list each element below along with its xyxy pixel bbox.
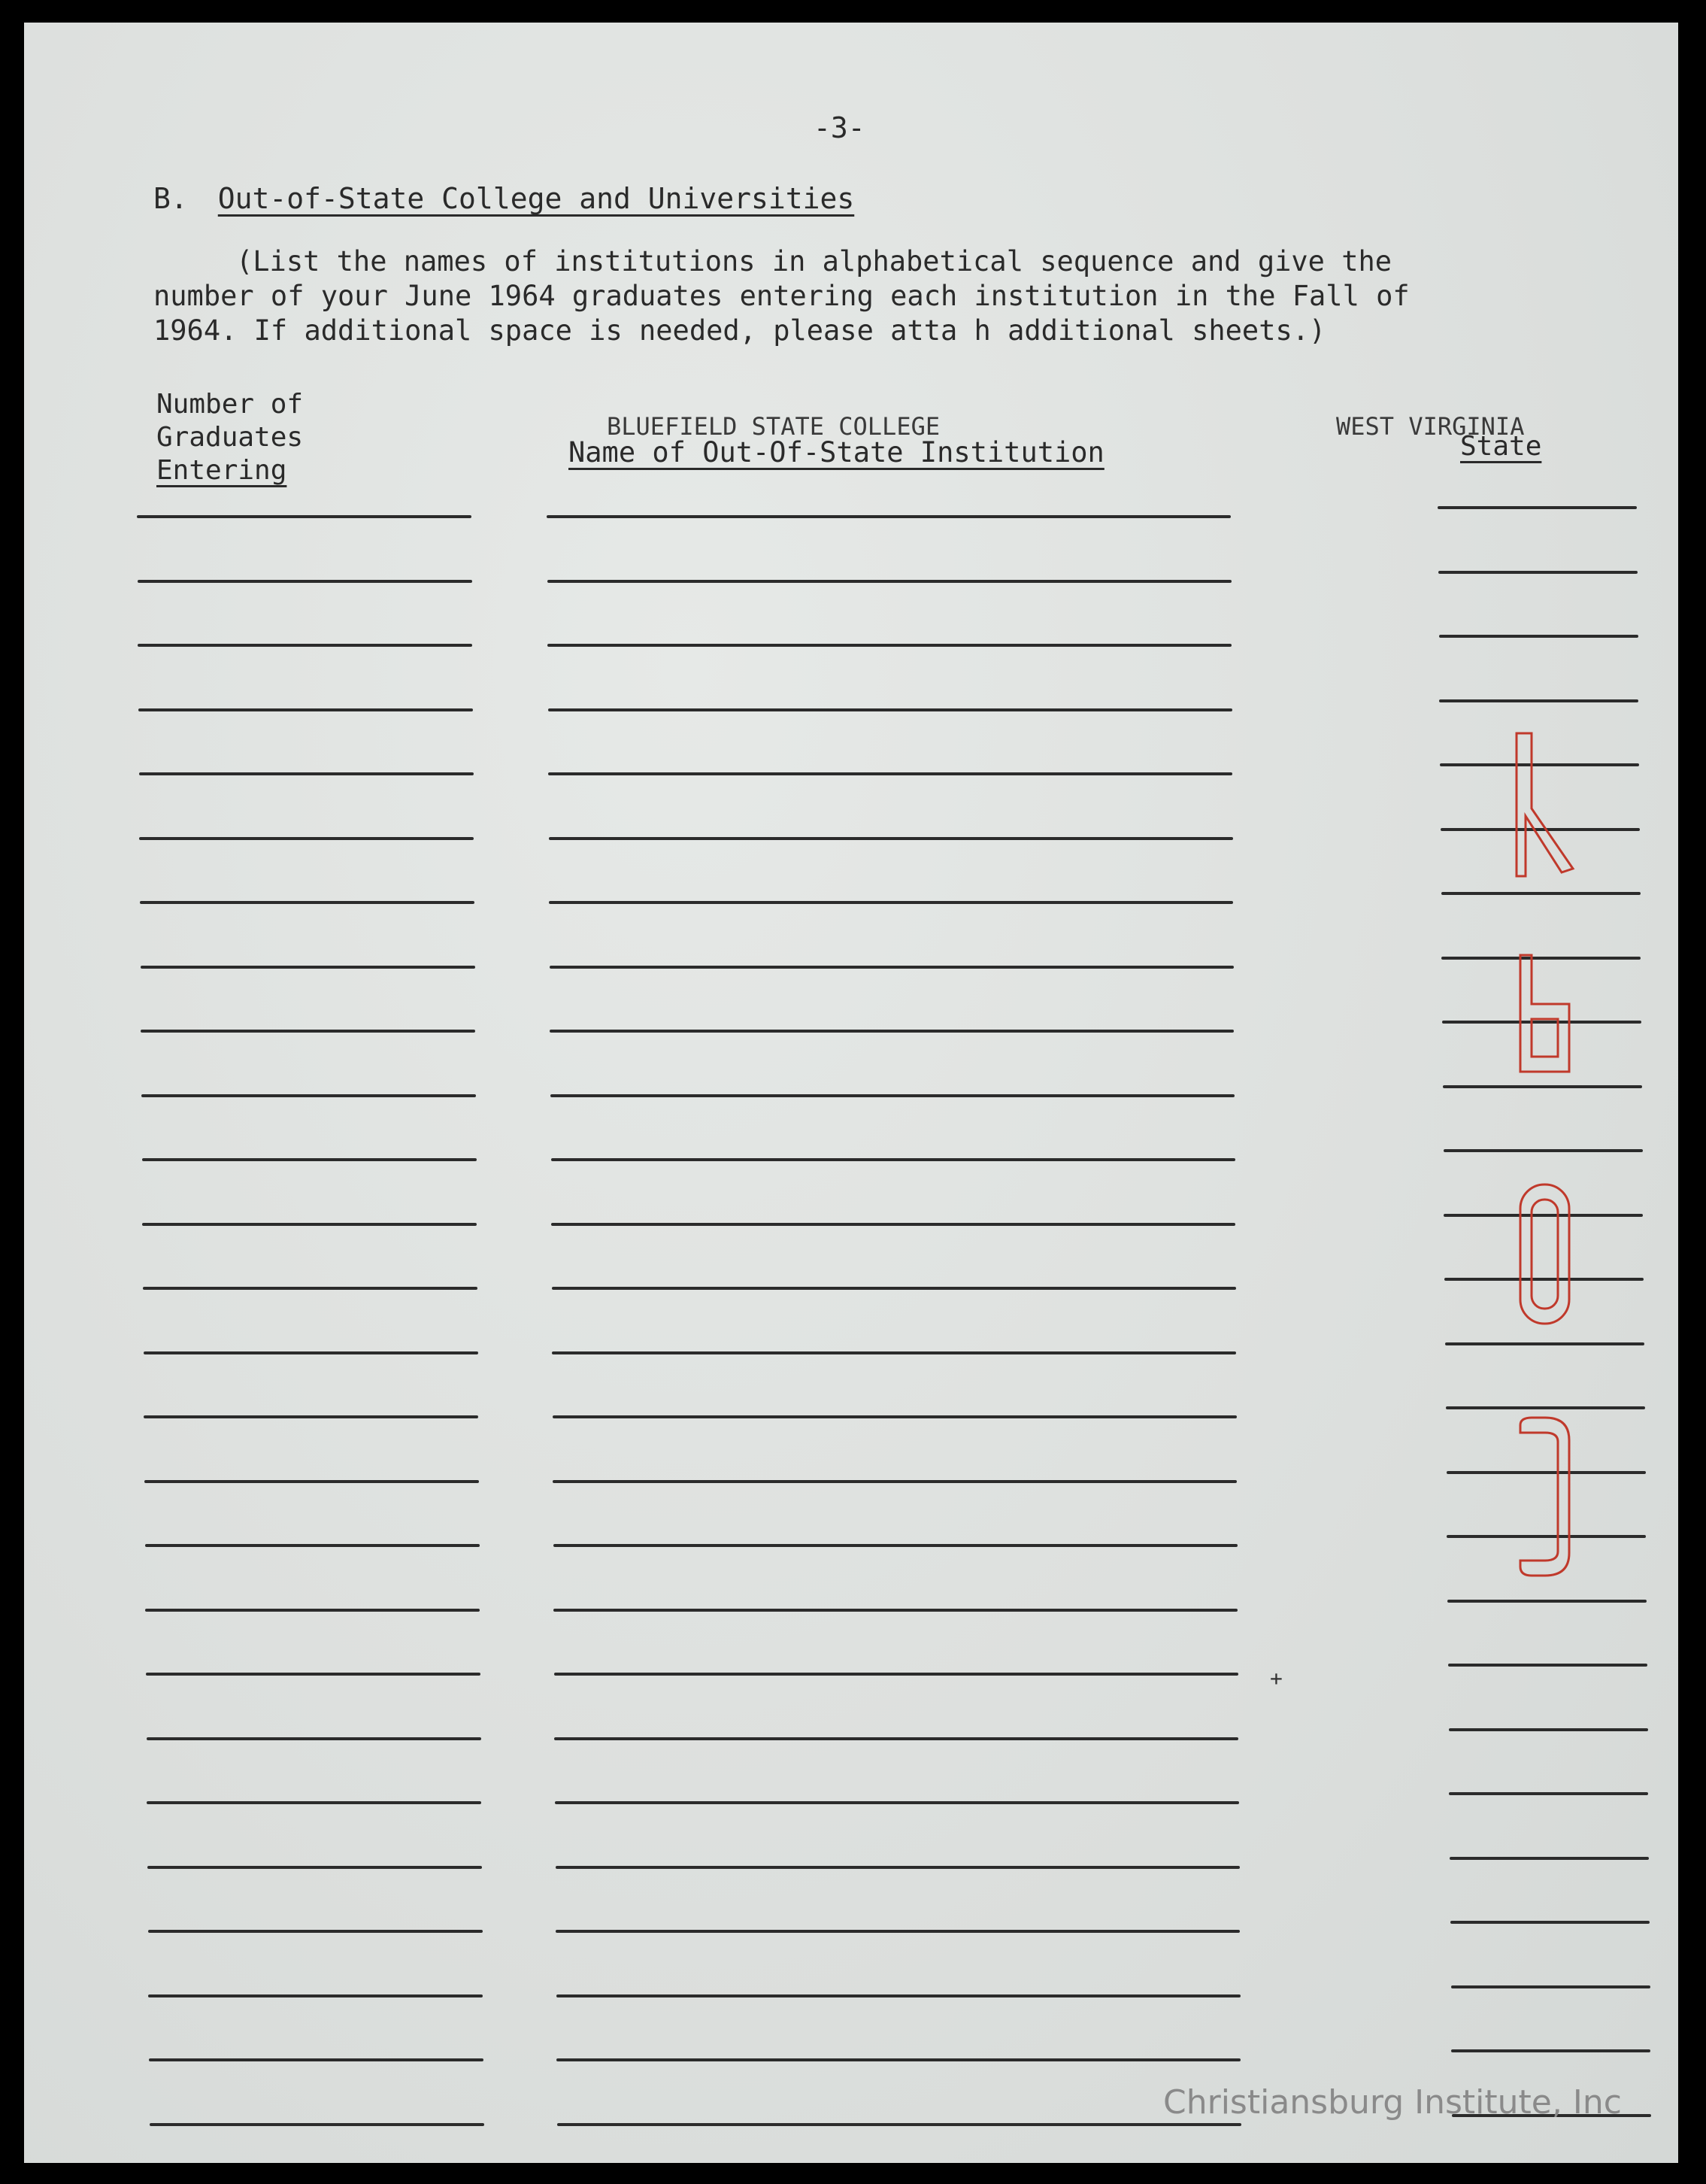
header-line: Entering — [156, 455, 287, 486]
state-entry-line — [1439, 699, 1638, 702]
instruction-line: 1964. If additional space is needed, please atta h additional sheets.) — [153, 314, 1326, 347]
column-header-state: State — [1460, 431, 1542, 462]
institution-entry-line — [551, 1158, 1235, 1161]
copy-stamp-icon — [1509, 718, 1584, 1583]
institution-entry-line — [551, 1223, 1235, 1226]
institution-entry-line — [552, 1287, 1236, 1290]
institution-entry-line — [554, 1737, 1238, 1740]
number-entry-line — [138, 644, 472, 647]
page-number: -3- — [814, 111, 865, 144]
state-entry-line — [1449, 1792, 1648, 1795]
header-line: Graduates — [156, 422, 304, 453]
institution-entry-line — [556, 1866, 1240, 1869]
institution-entry-line — [553, 1415, 1237, 1418]
instruction-line: (List the names of institutions in alphabetical sequence and give the — [236, 245, 1392, 278]
number-entry-line — [145, 1544, 480, 1547]
number-entry-line — [142, 1158, 477, 1161]
number-entry-line — [138, 708, 473, 711]
institution-entry-line — [548, 772, 1232, 775]
number-entry-line — [141, 1030, 475, 1033]
number-entry-line — [148, 1930, 483, 1933]
state-entry-line — [1450, 1857, 1649, 1860]
number-entry-line — [139, 772, 474, 775]
institution-entry-line — [549, 901, 1233, 904]
institution-entry-line — [547, 644, 1232, 647]
column-header-institution: Name of Out-Of-State Institution — [568, 436, 1105, 469]
instructions — [153, 244, 1410, 348]
state-entry-line — [1447, 1600, 1647, 1603]
institution-entry-line — [553, 1609, 1238, 1612]
institution-entry-line — [553, 1544, 1238, 1547]
institution-entry-line — [547, 515, 1231, 518]
number-entry-line — [140, 901, 474, 904]
number-entry-line — [148, 1994, 483, 1997]
number-entry-line — [141, 966, 475, 969]
state-entry-line — [1451, 2049, 1650, 2052]
institution-entry-line — [557, 2123, 1241, 2126]
column-header-number — [156, 388, 303, 487]
section-letter: B. — [153, 182, 188, 215]
institution-entry-line — [550, 966, 1234, 969]
number-entry-line — [147, 1801, 481, 1804]
number-entry-line — [139, 837, 474, 840]
filled-state: WEST VIRGINIA — [1336, 412, 1525, 441]
state-entry-line — [1438, 571, 1638, 574]
number-entry-line — [149, 2058, 483, 2061]
crosshair-mark: + — [1270, 1666, 1283, 1691]
number-entry-line — [137, 515, 471, 518]
number-entry-line — [144, 1480, 479, 1483]
institution-entry-line — [550, 1094, 1235, 1097]
filled-institution: BLUEFIELD STATE COLLEGE — [607, 412, 941, 441]
number-entry-line — [143, 1287, 477, 1290]
institution-entry-line — [549, 837, 1233, 840]
state-entry-line — [1450, 1921, 1650, 1924]
number-entry-line — [146, 1673, 480, 1676]
number-entry-line — [147, 1737, 481, 1740]
state-entry-line — [1439, 635, 1638, 638]
institution-entry-line — [550, 1030, 1234, 1033]
number-entry-line — [141, 1094, 476, 1097]
document-page — [24, 23, 1678, 2163]
header-line: Number of — [156, 389, 304, 420]
section-heading — [153, 182, 854, 215]
institution-entry-line — [553, 1480, 1237, 1483]
state-entry-line — [1438, 506, 1637, 509]
instruction-line: number of your June 1964 graduates entering each institution in the Fall of — [153, 280, 1410, 312]
institution-entry-line — [555, 1801, 1239, 1804]
section-title: Out-of-State College and Universities — [217, 182, 855, 215]
number-entry-line — [138, 580, 472, 583]
institution-entry-line — [552, 1351, 1236, 1354]
institution-entry-line — [548, 708, 1232, 711]
institution-entry-line — [554, 1673, 1238, 1676]
watermark: Christiansburg Institute, Inc — [1163, 2083, 1622, 2122]
state-entry-line — [1448, 1664, 1647, 1667]
number-entry-line — [144, 1351, 478, 1354]
state-entry-line — [1449, 1728, 1648, 1731]
number-entry-line — [144, 1415, 478, 1418]
state-entry-line — [1451, 1985, 1650, 1988]
institution-entry-line — [556, 2058, 1241, 2061]
institution-entry-line — [547, 580, 1232, 583]
number-entry-line — [150, 2123, 484, 2126]
institution-entry-line — [556, 1930, 1240, 1933]
number-entry-line — [142, 1223, 477, 1226]
number-entry-line — [145, 1609, 480, 1612]
institution-entry-line — [556, 1994, 1241, 1997]
number-entry-line — [147, 1866, 482, 1869]
